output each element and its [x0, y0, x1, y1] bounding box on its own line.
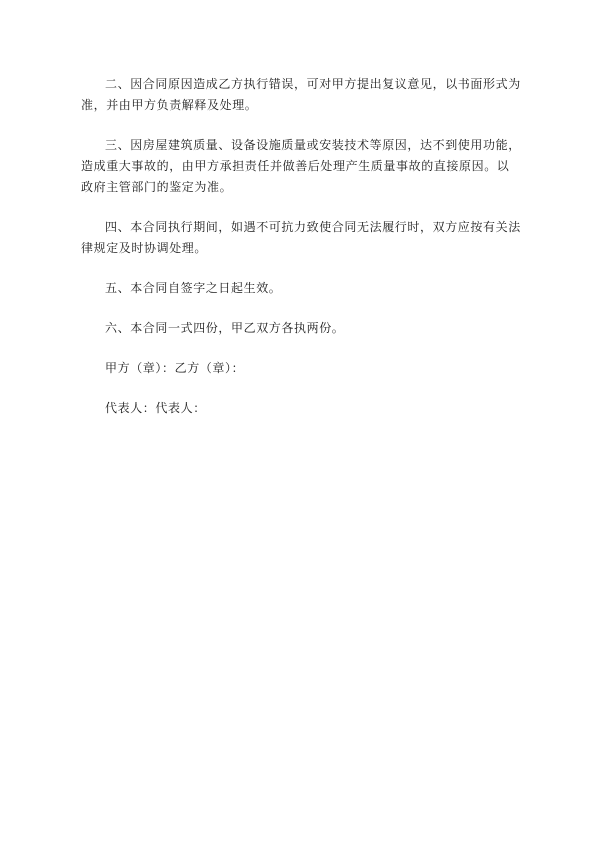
clause-two: 二、因合同原因造成乙方执行错误，可对甲方提出复议意见，以书面形式为准，并由甲方负责解释及处理。 — [81, 77, 521, 112]
clause-five: 五、本合同自签字之日起生效。 — [105, 281, 282, 295]
document-body — [81, 74, 521, 438]
party-seal-line: 甲方（章）：乙方（章）： — [105, 361, 245, 375]
clause-four: 四、本合同执行期间，如遇不可抗力致使合同无法履行时，双方应按有关法律规定及时协调处理。 — [81, 220, 521, 255]
representative-line: 代表人：代表人： — [105, 401, 206, 415]
clause-six: 六、本合同一式四份，甲乙双方各执两份。 — [105, 321, 345, 335]
clause-three: 三、因房屋建筑质量、设备设施质量或安装技术等原因，达不到使用功能，造成重大事故的，由甲方承担责任并做善后处理产生质量事故的直接原因。以政府主管部门的鉴定为准。 — [81, 138, 521, 194]
